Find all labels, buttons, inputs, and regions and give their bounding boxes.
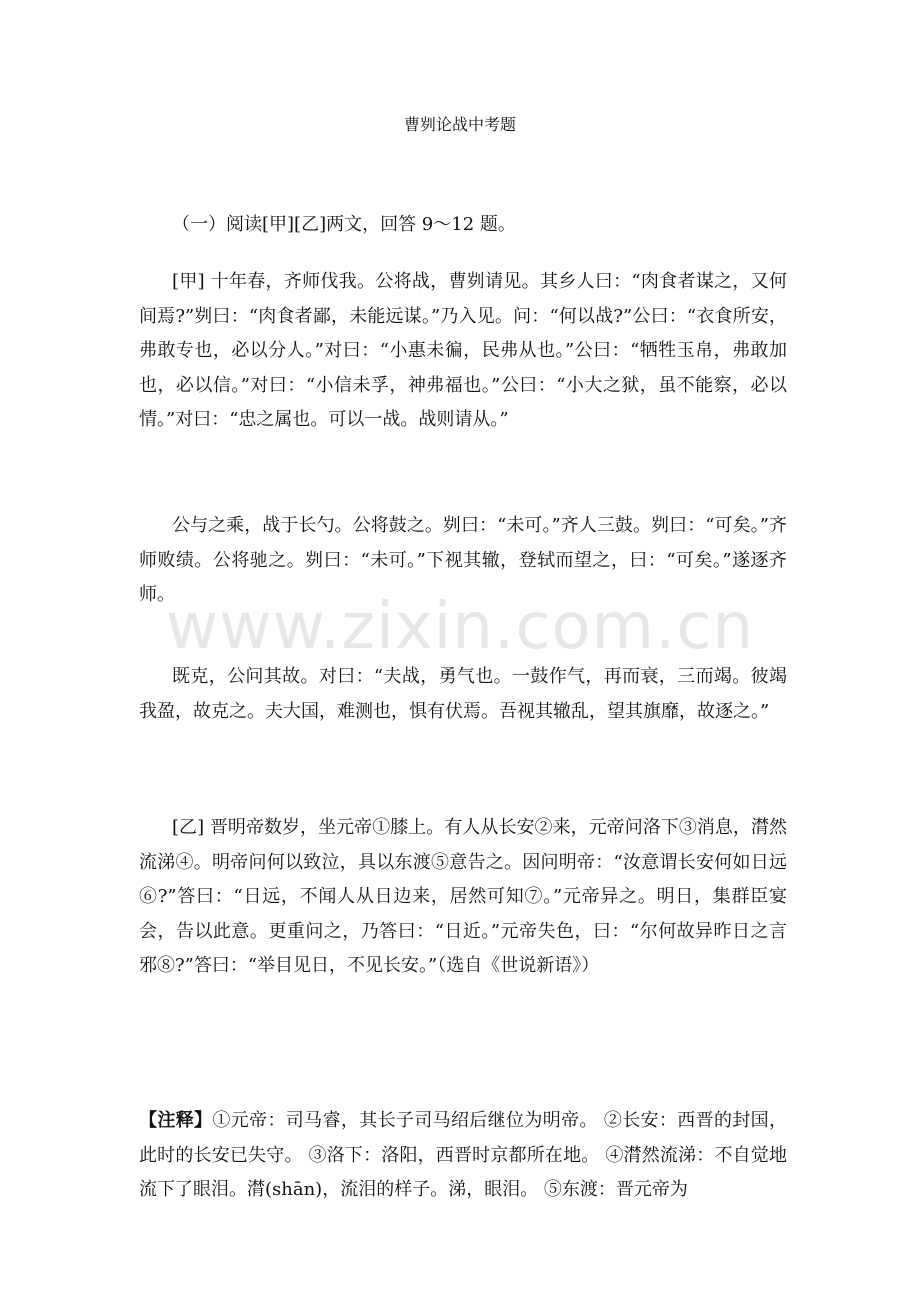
annotations-block (139, 1104, 787, 1208)
passage-jia-paragraph-1: [甲] 十年春，齐师伐我。公将战，曹刿请见。其乡人曰：“肉食者谋之，又何间焉?”刿曰：“肉食者鄙，未能远谋。”乃入见。问：“何以战?”公曰：“衣食所安，弗敢专也，必以分人。”对曰：“小惠未徧，民弗从也。”公曰：“牺牲玉帛，弗敢加也，必以信。”对曰：“小信未孚，神弗福也。”公曰：“小大之狱，虽不能察，必以情。”对曰：“忠之属也。可以一战。战则请从。” (139, 271, 787, 430)
passage-jia-paragraph-1-block (139, 265, 787, 438)
passage-yi-block (139, 811, 787, 984)
passage-jia-paragraph-3: 既克，公问其故。对曰：“夫战，勇气也。一鼓作气，再而衰，三而竭。彼竭我盈，故克之。夫大国，难测也，惧有伏焉。吾视其辙乱，望其旗靡，故逐之。” (139, 666, 787, 722)
question-intro: （一）阅读[甲][乙]两文，回答 9～12 题。 (172, 214, 516, 235)
watermark: www.zixin.com.cn (165, 590, 755, 664)
passage-jia-paragraph-2: 公与之乘，战于长勺。公将鼓之。刿曰：“未可。”齐人三鼓。刿曰：“可矣。”齐师败绩。公将驰之。刿曰：“未可。”下视其辙，登轼而望之，曰：“可矣。”遂逐齐师。 (139, 515, 787, 605)
annotations-text: ①元帝：司马睿，其长子司马绍后继位为明帝。 ②长安：西晋的封国，此时的长安已失守。 ③洛下：洛阳，西晋时京都所在地。 ④潸然流涕：不自觉地流下了眼泪。潸(shān)，流泪的样子。涕，眼泪。 ⑤东渡：晋元帝为 (139, 1110, 788, 1200)
annotations-paragraph (139, 1104, 787, 1208)
annotations-label: 【注释】 (139, 1110, 213, 1131)
question-intro-block (139, 208, 787, 243)
passage-jia-paragraph-2-block (139, 509, 787, 613)
passage-yi-paragraph: [乙] 晋明帝数岁，坐元帝①膝上。有人从长安②来，元帝问洛下③消息，潸然流涕④。明帝问何以致泣，具以东渡⑤意告之。因问明帝：“汝意谓长安何如日远⑥?”答曰：“日远，不闻人从日边来，居然可知⑦。”元帝异之。明日，集群臣宴会，告以此意。更重问之，乃答曰：“日近。”元帝失色，曰：“尔何故异昨日之言邪⑧?”答曰：“举目见日，不见长安。”（选自《世说新语》） (139, 817, 787, 976)
page-title: 曹刿论战中考题 (403, 115, 516, 134)
passage-jia-paragraph-3-block (139, 660, 787, 729)
